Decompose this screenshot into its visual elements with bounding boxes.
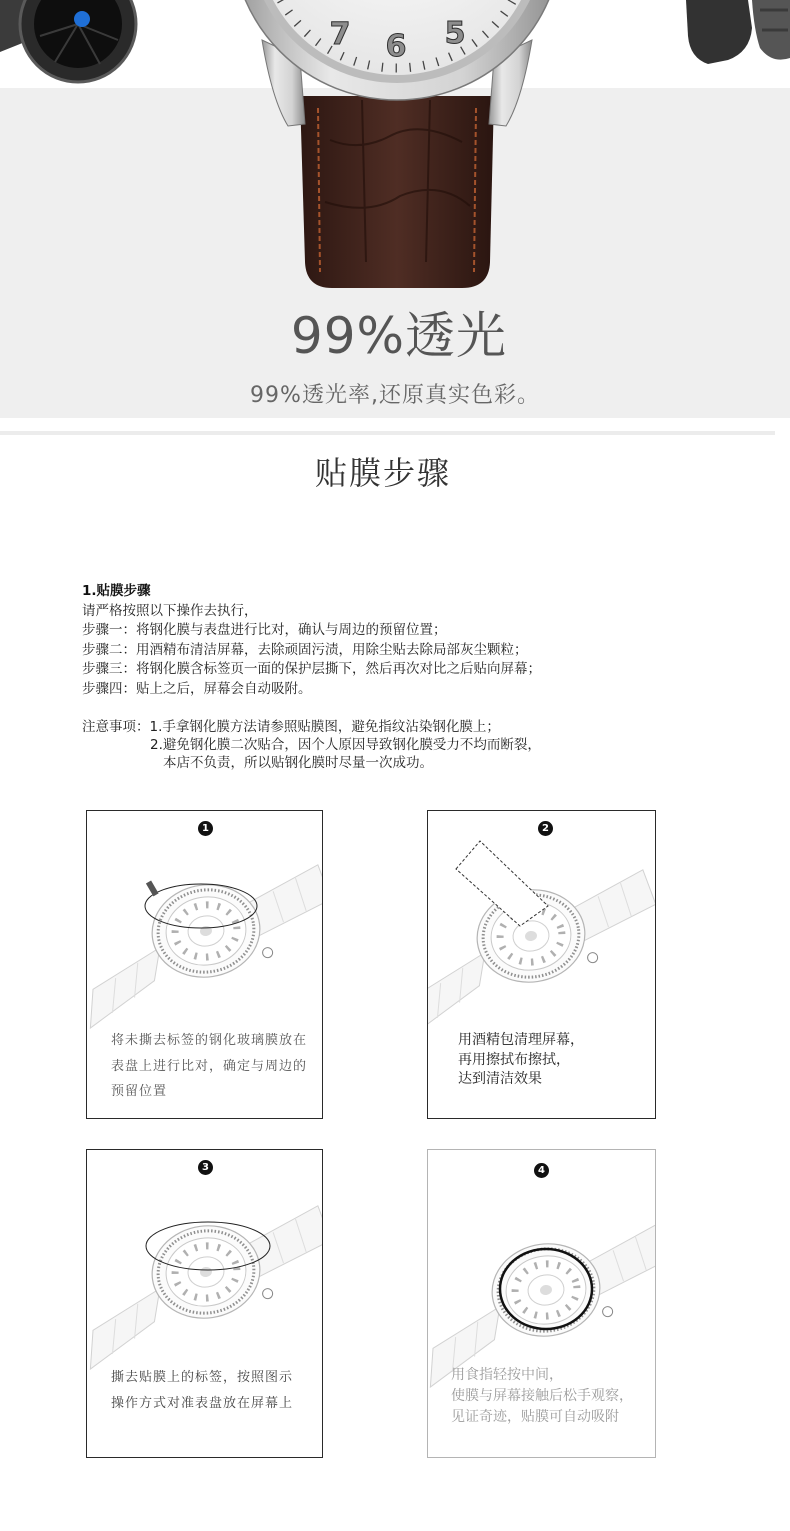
step-3-text: 步骤三：将钢化膜含标签页一面的保护层撕下，然后再次对比之后贴向屏幕； [82,661,541,678]
note-3-text: 本店不负责，所以贴钢化膜时尽量一次成功。 [163,755,433,771]
section-divider [0,431,775,435]
panel-4-line-1: 用食指轻按中间， [451,1367,563,1383]
watch-band-corner-image [686,0,790,64]
panel-3-line-2: 操作方式对准表盘放在屏幕上 [111,1396,294,1411]
instructions-block [82,582,702,700]
note-1-text: 1.手拿钢化膜方法请参照贴膜图，避免指纹沾染钢化膜上； [149,719,500,735]
hero-title: 99%透光 [290,307,508,365]
panel-2-text [458,1031,584,1090]
instructions-intro: 请严格按照以下操作去执行， [82,602,258,619]
smartwatch-corner-image [0,0,136,82]
step-2-text: 步骤二：用酒精布清洁屏幕，去除顽固污渍，用除尘贴去除局部灰尘颗粒； [82,641,528,658]
panel-2-line-3: 达到清洁效果 [458,1071,542,1087]
step-number-badge: 2 [538,821,553,836]
instructions-title: 1.贴膜步骤 [82,583,151,599]
panel-2-line-2: 再用擦拭布擦拭， [458,1051,570,1068]
step-number-badge: 3 [198,1160,213,1175]
hero-product-photo [0,0,790,300]
notes-label: 注意事项： [82,719,150,735]
step-panel-1 [86,810,323,1119]
panel-4-text [451,1365,633,1428]
panel-1-line-2: 表盘上进行比对，确定与周边的 [111,1058,308,1074]
dial-numeral-6: 6 [385,29,407,64]
panel-3-text [111,1365,293,1417]
panel-4-line-3: 见证奇迹，贴膜可自动吸附 [451,1409,619,1425]
step-1-text: 步骤一：将钢化膜与表盘进行比对，确认与周边的预留位置； [82,622,447,639]
dial-numeral-7: 7 [329,17,351,52]
panel-1-text [111,1028,307,1105]
leather-strap [300,96,494,288]
hero-subtitle: 99%透光率,还原真实色彩。 [250,383,540,408]
dial-numeral-5: 5 [444,16,466,51]
panel-2-line-1: 用酒精包清理屏幕， [458,1032,584,1048]
step-4-text: 步骤四：贴上之后，屏幕会自动吸附。 [82,680,312,697]
watch-photo [232,0,562,288]
panel-1-line-3: 预留位置 [111,1084,168,1099]
section-heading: 贴膜步骤 [314,454,451,492]
notes-line-1 [82,718,500,736]
panel-4-line-2: 使膜与屏幕接触后松手观察， [451,1388,633,1404]
step-number-badge: 4 [534,1163,549,1178]
step-panel-2 [427,810,656,1119]
panel-1-line-1: 将未撕去标签的钢化玻璃膜放在 [111,1033,308,1048]
panel-3-line-1: 撕去贴膜上的标签，按照图示 [111,1370,294,1385]
step-number-badge: 1 [198,821,213,836]
step-panel-3 [86,1149,323,1458]
note-2-text: 2.避免钢化膜二次贴合，因个人原因导致钢化膜受力不均而断裂， [150,737,541,753]
step-panel-4 [427,1149,656,1458]
